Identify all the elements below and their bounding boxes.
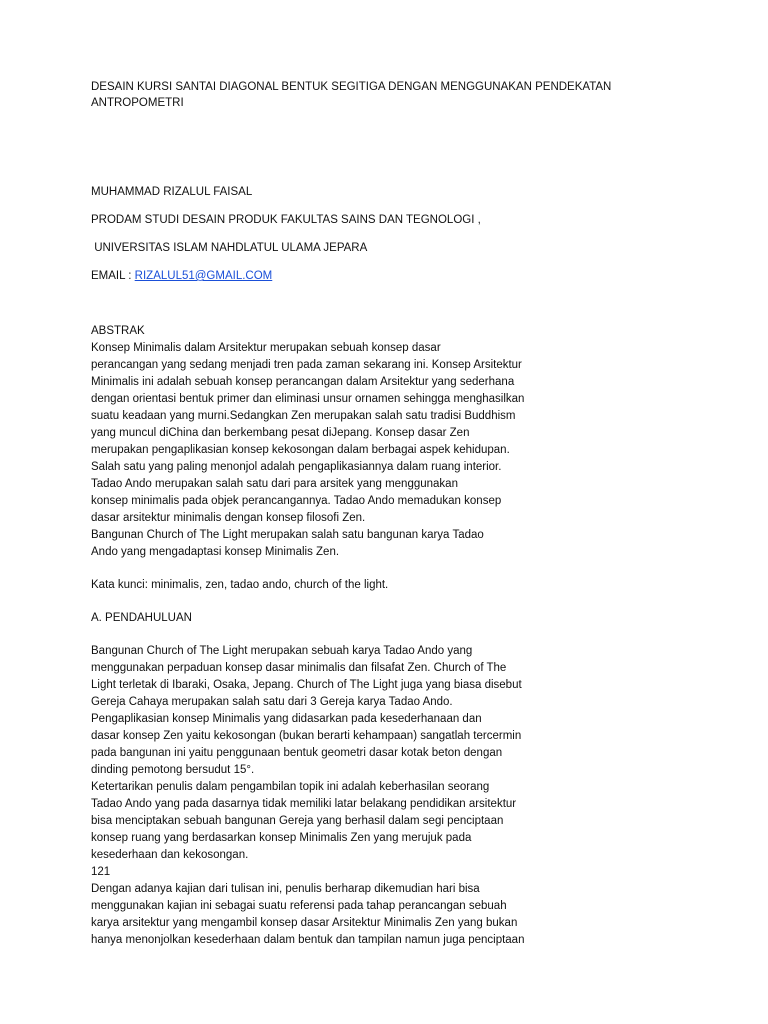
abstract-line: konsep minimalis pada objek perancangannya. Tadao Ando memadukan konsep (91, 495, 502, 507)
intro-line: kesederhaan dan kekosongan. (91, 849, 249, 861)
abstract-line: yang muncul diChina dan berkembang pesat diJepang. Konsep dasar Zen (91, 427, 470, 439)
intro-line: Bangunan Church of The Light merupakan sebuah karya Tadao Ando yang (91, 645, 473, 657)
intro-line: pada bangunan ini yaitu penggunaan bentuk geometri dasar kotak beton dengan (91, 747, 503, 759)
email-link[interactable]: RIZALUL51@GMAIL.COM (134, 270, 273, 282)
intro-line: Pengaplikasian konsep Minimalis yang didasarkan pada kesederhanaan dan (91, 713, 482, 725)
email-label: EMAIL : (91, 270, 135, 282)
abstract-line: Tadao Ando merupakan salah satu dari para arsitek yang menggunakan (91, 478, 458, 490)
abstract-line: dengan orientasi bentuk primer dan eliminasi unsur ornamen sehingga menghasilkan (91, 393, 525, 405)
page-number: 121 (91, 866, 111, 878)
department-line: PRODAM STUDI DESAIN PRODUK FAKULTAS SAINS DAN TEGNOLOGI , (91, 214, 481, 226)
keywords-line: Kata kunci: minimalis, zen, tadao ando, church of the light. (91, 579, 389, 591)
abstract-line: Ando yang mengadaptasi konsep Minimalis Zen. (91, 546, 340, 558)
abstract-line: dasar arsitektur minimalis dengan konsep filosofi Zen. (91, 512, 366, 524)
intro-line: konsep ruang yang berdasarkan konsep Minimalis Zen yang merujuk pada (91, 832, 472, 844)
intro-line: hanya menonjolkan kesederhaan dalam bentuk dan tampilan namun juga penciptaan (91, 934, 525, 946)
intro-line: Light terletak di Ibaraki, Osaka, Jepang. Church of The Light juga yang biasa disebut (91, 679, 522, 691)
intro-line: menggunakan perpaduan konsep dasar minimalis dan filsafat Zen. Church of The (91, 662, 507, 674)
abstract-heading: ABSTRAK (91, 325, 145, 337)
intro-line: dasar konsep Zen yaitu kekosongan (bukan berarti kehampaan) sangatlah tercermin (91, 730, 522, 742)
email-line (91, 268, 751, 284)
document-title (91, 79, 751, 111)
intro-line: Dengan adanya kajian dari tulisan ini, penulis berharap dikemudian hari bisa (91, 883, 480, 895)
abstract-line: Bangunan Church of The Light merupakan salah satu bangunan karya Tadao (91, 529, 484, 541)
abstract-line: merupakan pengaplikasian konsep kekosongan dalam berbagai aspek kehidupan. (91, 444, 510, 456)
abstract-line: Minimalis ini adalah sebuah konsep perancangan dalam Arsitektur yang sederhana (91, 376, 515, 388)
intro-line: bisa menciptakan sebuah bangunan Gereja yang berhasil dalam segi penciptaan (91, 815, 504, 827)
title-line: DESAIN KURSI SANTAI DIAGONAL BENTUK SEGITIGA DENGAN MENGGUNAKAN PENDEKATAN (91, 81, 612, 93)
intro-line: dinding pemotong bersudut 15°. (91, 764, 255, 776)
university-line: UNIVERSITAS ISLAM NAHDLATUL ULAMA JEPARA (91, 242, 368, 254)
section-heading: A. PENDAHULUAN (91, 612, 192, 624)
abstract-line: suatu keadaan yang murni.Sedangkan Zen merupakan salah satu tradisi Buddhism (91, 410, 516, 422)
intro-line: Tadao Ando yang pada dasarnya tidak memiliki latar belakang pendidikan arsitektur (91, 798, 517, 810)
abstract-line: perancangan yang sedang menjadi tren pada zaman sekarang ini. Konsep Arsitektur (91, 359, 522, 371)
intro-line: Gereja Cahaya merupakan salah satu dari 3 Gereja karya Tadao Ando. (91, 696, 453, 708)
abstract-line: Salah satu yang paling menonjol adalah pengaplikasiannya dalam ruang interior. (91, 461, 502, 473)
intro-line: menggunakan kajian ini sebagai suatu referensi pada tahap perancangan sebuah (91, 900, 507, 912)
abstract-section (91, 323, 751, 561)
document-page (91, 79, 751, 949)
author-name: MUHAMMAD RIZALUL FAISAL (91, 186, 253, 198)
abstract-line: Konsep Minimalis dalam Arsitektur merupakan sebuah konsep dasar (91, 342, 441, 354)
introduction-section (91, 643, 751, 949)
title-line: ANTROPOMETRI (91, 97, 184, 109)
intro-line: Ketertarikan penulis dalam pengambilan topik ini adalah keberhasilan seorang (91, 781, 490, 793)
intro-line: karya arsitektur yang mengambil konsep dasar Arsitektur Minimalis Zen yang bukan (91, 917, 518, 929)
